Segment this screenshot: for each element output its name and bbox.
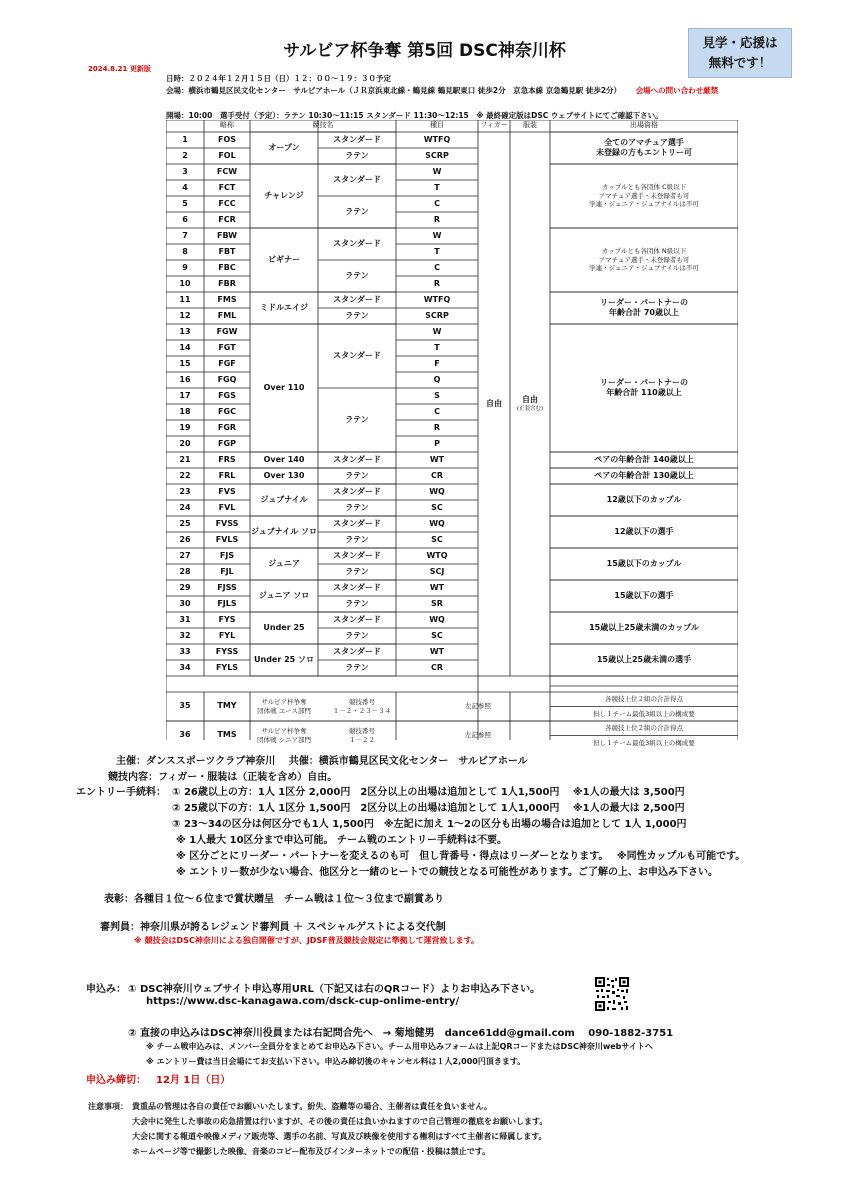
style-9-0: スタンダード — [333, 550, 381, 560]
team-qual-1: 各競技上位２組の合計得点 — [605, 695, 683, 704]
row-dance: F — [434, 358, 440, 368]
team-event-name-line: サルビア杯争奪 — [261, 727, 307, 736]
header-3: フィガー — [480, 121, 508, 130]
row-number: 31 — [179, 614, 191, 624]
row-code: FBC — [218, 262, 236, 272]
row-dance: WTFQ — [423, 294, 451, 304]
event-name-7: ジュブナイル — [260, 494, 308, 504]
event-table — [166, 120, 738, 747]
row-code: FGS — [218, 390, 236, 400]
header-1: 競技名 — [312, 121, 334, 130]
row-dance: W — [432, 166, 442, 176]
row-number: 2 — [182, 150, 188, 160]
row-dance: WTQ — [426, 550, 448, 560]
style-8-0: スタンダード — [333, 518, 381, 528]
row-number: 18 — [179, 406, 191, 416]
row-code: FYSS — [215, 646, 239, 656]
row-number: 24 — [179, 502, 191, 512]
event-name-12: Under 25 ソロ — [254, 654, 314, 664]
style-1-1: ラテン — [345, 206, 369, 216]
event-name-3: ミドルエイジ — [260, 302, 308, 312]
row-code: FVS — [218, 486, 236, 496]
row-dance: SR — [431, 598, 443, 608]
row-code: FGQ — [217, 374, 237, 384]
apply-note-1: ※ チーム戦申込みは、メンバー全員分をまとめてお申込み下さい。チーム用申込みフォームは上記QRコードまたはDSC神奈川webサイトへ — [146, 1042, 653, 1051]
row-number: 5 — [182, 198, 188, 208]
row-dance: CR — [430, 470, 444, 480]
style-12-0: スタンダード — [333, 646, 381, 656]
row-code: FVLS — [215, 534, 239, 544]
qualification-6: ペアの年齢合計 130歳以上 — [594, 470, 694, 480]
apply-step-1: ① DSC神奈川ウェブサイト申込専用URL（下記又は右のQRコード）よりお申込み下さい。 — [128, 984, 541, 995]
document-title: サルビア杯争奪 第5回 DSC神奈川杯 — [283, 41, 566, 61]
event-name-4: Over 110 — [263, 382, 305, 392]
fee-note-1: ※ 1人最大 10区分まで申込可能。 チーム戦のエントリー手続料は不要。 — [176, 835, 508, 846]
judges-note: ※ 競技会はDSC神奈川による独自開催ですが、JDSF普及競技会規定に準拠して運営致します。 — [134, 936, 480, 945]
dress-all-line: (正装含む) — [516, 405, 544, 412]
style-8-1: ラテン — [345, 534, 369, 544]
row-number: 30 — [179, 598, 191, 608]
team-event-numbers — [318, 692, 406, 721]
apply-note-2: ※ エントリー費は当日会場にてお支払い下さい。申込み締切後のキャンセル料は１人2,000円頂きます。 — [146, 1057, 526, 1066]
row-dance: WT — [429, 454, 445, 464]
row-number: 33 — [179, 646, 191, 656]
row-dance: W — [432, 326, 442, 336]
venue-text: 会場：横浜市鶴見区民文化センター サルビアホール（ＪＲ京浜東北線・鶴見線 鶴見駅東口 徒歩2分 京急本線 京急鶴見駅 徒歩2分） — [166, 86, 622, 95]
row-dance: WQ — [429, 614, 445, 624]
row-dance: P — [434, 438, 440, 448]
dress-all-line: 自由 — [522, 395, 538, 405]
event-name-8: ジュブナイル ソロ — [250, 526, 318, 536]
qualification-2 — [550, 229, 738, 291]
qualification-2-line: カップルとも各団体 N級以下 — [601, 247, 687, 256]
row-code: FYLS — [215, 662, 239, 672]
event-date: 日時：２０２４年１２月１５日（日）１２：００～１９：３０予定 — [166, 74, 391, 83]
team-event-numbers — [318, 721, 406, 750]
row-dance: SC — [431, 630, 443, 640]
event-name-10: ジュニア ソロ — [258, 590, 310, 600]
row-number: 14 — [179, 342, 191, 352]
row-code: FMS — [217, 294, 237, 304]
row-code: FGF — [218, 358, 236, 368]
team-event-name-line: サルビア杯争奪 — [261, 698, 307, 707]
style-4-0: スタンダード — [333, 350, 381, 360]
fee-line-1: ① 26歳以上の方：1人 1区分 2,000円 2区分以上の出場は追加として 1人1,500円 ※1人の最大は 3,500円 — [172, 787, 685, 798]
row-number: 26 — [179, 534, 191, 544]
row-code: FML — [217, 310, 237, 320]
team-row-code: TMY — [217, 701, 237, 711]
team-row-code: TMS — [217, 730, 237, 740]
event-schedule: 開場：10:00 選手受付（予定）：ラテン 10:30～11:15 スタンダード 11:30～12:15 ※ 最終確定版はDSC ウェブサイトにてご確認下さい。 — [166, 111, 663, 120]
row-dance: R — [433, 278, 441, 288]
row-code: FCW — [216, 166, 238, 176]
row-code: FOL — [218, 150, 236, 160]
row-code: FGW — [216, 326, 238, 336]
team-event-numbers-line: １－２２ — [349, 735, 375, 744]
qualification-0-line: 全てのアマチュア選手 — [604, 137, 684, 147]
event-name-11: Under 25 — [263, 622, 305, 632]
row-number: 21 — [179, 454, 191, 464]
qualification-4-line: 年齢合計 110歳以上 — [606, 388, 682, 397]
fee-note-3: ※ エントリー数が少ない場合、他区分と一緒のヒートでの競技となる可能性があります。ご了解の上、お申込み下さい。 — [176, 867, 719, 878]
caution-line-4: ホームページ等で撮影した映像、音楽のコピー配布及びインターネットでの配信・投稿は禁止です。 — [132, 1147, 491, 1156]
event-name-6: Over 130 — [263, 470, 305, 480]
row-code: FBW — [217, 230, 237, 240]
style-5-0: スタンダード — [333, 454, 381, 464]
team-event-numbers-line: 競技番号 — [349, 698, 375, 707]
row-code: FYL — [218, 630, 236, 640]
team-qual-2: 但し１チーム最低3組以上の構成要 — [593, 709, 695, 718]
row-code: FRL — [218, 470, 236, 480]
row-number: 15 — [179, 358, 191, 368]
row-dance: SCRP — [425, 310, 449, 320]
team-event-numbers-line: 競技番号 — [349, 727, 375, 736]
row-number: 17 — [179, 390, 191, 400]
row-code: FGR — [217, 422, 237, 432]
qualification-0 — [550, 133, 738, 163]
row-dance: SC — [431, 534, 443, 544]
row-code: FRS — [218, 454, 236, 464]
qr-code-icon[interactable] — [594, 976, 630, 1012]
row-code: FJLS — [217, 598, 237, 608]
deadline-label: 申込み締切： — [86, 1075, 146, 1086]
figure-all: 自由 — [486, 398, 502, 408]
team-event-name — [250, 692, 318, 721]
row-code: FCC — [218, 198, 236, 208]
style-6-0: ラテン — [345, 470, 369, 480]
header-0: 略称 — [220, 121, 234, 130]
row-number: 1 — [182, 134, 188, 144]
fee-line-2: ② 25歳以下の方：1人 1区分 1,500円 2区分以上の出場は追加として 1人1,000円 ※1人の最大は 2,500円 — [172, 803, 685, 814]
awards: 表彰：各種目１位～６位まで賞状贈呈 チーム戦は１位～３位まで副賞あり — [104, 894, 444, 905]
row-number: 8 — [182, 246, 188, 256]
row-dance: SCRP — [425, 150, 449, 160]
apply-step-2: ② 直接の申込みはDSC神奈川役員または右記問合先へ → 菊地健男 dance61dd@gmail.com 090-1882-3751 — [128, 1028, 674, 1039]
row-code: FGC — [218, 406, 236, 416]
style-9-1: ラテン — [345, 566, 369, 576]
row-number: 16 — [179, 374, 191, 384]
style-12-1: ラテン — [345, 662, 369, 672]
row-number: 10 — [179, 278, 191, 288]
team-event-name-line: 団体戦 ユース部門 — [257, 706, 311, 715]
dress-all — [510, 132, 550, 676]
style-1-0: スタンダード — [333, 174, 381, 184]
row-dance: R — [433, 214, 441, 224]
row-number: 9 — [182, 262, 188, 272]
row-dance: C — [434, 262, 440, 272]
row-number: 12 — [179, 310, 191, 320]
team-event-name — [250, 721, 318, 750]
row-code: FOS — [217, 134, 237, 144]
team-qual-2: 但し１チーム最低3組以上の構成要 — [593, 738, 695, 747]
qualification-0-line: 未登録の方もエントリー可 — [596, 148, 692, 157]
event-venue — [166, 85, 718, 96]
header-4: 服装 — [523, 121, 537, 130]
row-code: FGP — [218, 438, 236, 448]
style-4-1: ラテン — [345, 414, 369, 424]
row-dance: R — [433, 422, 441, 432]
row-number: 19 — [179, 422, 191, 432]
row-dance: WQ — [429, 518, 445, 528]
row-dance: T — [434, 342, 440, 352]
row-number: 25 — [179, 518, 191, 528]
caution-line-3: 大会に関する報道や映像メディア販売等、選手の名前、写真及び映像を使用する権利はすべて主催者に帰属します。 — [132, 1132, 547, 1141]
competition-content: 競技内容：フィガー・服装は（正装を含め）自由。 — [108, 772, 338, 783]
event-name-5: Over 140 — [263, 454, 305, 464]
row-number: 27 — [179, 550, 191, 560]
row-number: 3 — [182, 166, 188, 176]
caution-label: 注意事項： — [88, 1102, 128, 1111]
row-code: FYS — [218, 614, 236, 624]
apply-url[interactable]: https://www.dsc-kanagawa.com/dsck-cup-onlime-entry/ — [146, 996, 460, 1007]
row-dance: S — [434, 390, 440, 400]
row-number: 28 — [179, 566, 191, 576]
row-number: 29 — [179, 582, 191, 592]
event-name-2: ビギナー — [268, 254, 300, 264]
style-10-0: スタンダード — [333, 582, 381, 592]
style-10-1: ラテン — [345, 598, 369, 608]
qualification-12: 15歳以上25歳未満の選手 — [596, 654, 692, 664]
qualification-9: 15歳以下のカップル — [606, 558, 682, 568]
row-number: 13 — [179, 326, 191, 336]
event-name-1: チャレンジ — [264, 190, 304, 200]
caution-line-1: 貴重品の管理は各自の責任でお願いいたします。紛失、盗難等の場合、主催者は責任を負いません。 — [132, 1102, 492, 1111]
row-code: FJS — [219, 550, 235, 560]
team-qual-1: 各競技上位２組の合計得点 — [605, 724, 683, 733]
row-number: 7 — [182, 230, 188, 240]
row-dance: C — [434, 198, 440, 208]
row-dance: WT — [429, 646, 445, 656]
style-7-0: スタンダード — [333, 486, 381, 496]
row-number: 6 — [182, 214, 188, 224]
qualification-3-line: 年齢合計 70歳以上 — [609, 308, 679, 317]
qualification-10: 15歳以下の選手 — [614, 590, 674, 600]
organizer: 主催：ダンススポーツクラブ神奈川 共催：横浜市鶴見区民文化センター サルビアホール — [116, 756, 528, 767]
qualification-3-line: リーダー・パートナーの — [600, 297, 688, 307]
row-number: 20 — [179, 438, 191, 448]
row-number: 23 — [179, 486, 191, 496]
row-dance: SCJ — [429, 566, 445, 576]
row-dance: WQ — [429, 486, 445, 496]
qualification-1 — [550, 165, 738, 227]
row-code: FCT — [218, 182, 236, 192]
style-2-0: スタンダード — [333, 238, 381, 248]
fee-label: エントリー手続料： — [76, 787, 166, 798]
update-date: 2024.8.21 更新版 — [88, 65, 151, 73]
style-2-1: ラテン — [345, 270, 369, 280]
event-name-9: ジュニア — [268, 558, 300, 568]
style-0-0: スタンダード — [333, 134, 381, 144]
row-dance: WTFQ — [423, 134, 451, 144]
row-dance: CR — [430, 662, 444, 672]
style-3-1: ラテン — [345, 310, 369, 320]
row-code: FCR — [218, 214, 236, 224]
qualification-3 — [550, 293, 738, 323]
row-dance: WT — [429, 582, 445, 592]
qualification-2-line: 学連・ジュニア・ジュブナイルは不可 — [589, 264, 699, 273]
qualification-5: ペアの年齢合計 140歳以上 — [594, 454, 694, 464]
fee-line-3: ③ 23～34の区分は何区分でも1人 1,500円 ※左記に加え 1～2の区分も出場の場合は追加として 1人 1,000円 — [172, 819, 687, 830]
team-event-numbers-line: １－２・２３－３４ — [332, 706, 392, 715]
style-11-1: ラテン — [345, 630, 369, 640]
row-number: 4 — [182, 182, 188, 192]
header-5: 出場資格 — [630, 121, 658, 130]
team-row-number: 36 — [179, 730, 191, 740]
style-11-0: スタンダード — [333, 614, 381, 624]
event-name-0: オープン — [268, 142, 300, 152]
style-3-0: スタンダード — [333, 294, 381, 304]
qualification-1-line: アマチュア選手・未登録者も可 — [598, 191, 690, 200]
qualification-8: 12歳以下の選手 — [614, 526, 674, 536]
qualification-2-line: アマチュア選手・未登録者も可 — [598, 255, 690, 264]
deadline-date: 12月 1日（日） — [156, 1075, 231, 1086]
team-figure: 左記参照 — [465, 731, 491, 740]
team-event-name-line: 団体戦 シニア部門 — [256, 735, 312, 744]
row-number: 34 — [179, 662, 191, 672]
free-admission-badge — [688, 28, 792, 78]
qualification-4 — [550, 325, 738, 451]
style-7-1: ラテン — [345, 502, 369, 512]
row-number: 32 — [179, 630, 191, 640]
row-dance: C — [434, 406, 440, 416]
row-dance: Q — [433, 374, 441, 384]
caution-line-2: 大会中に発生した事故の応急措置は行いますが、その後の責任は負いかねますので自己管理の徹底をお願いします。 — [132, 1117, 548, 1126]
qualification-1-line: 学連・ジュニア・ジュブナイルは不可 — [589, 200, 699, 209]
row-code: FJSS — [217, 582, 237, 592]
row-code: FBT — [218, 246, 236, 256]
row-code: FVSS — [215, 518, 239, 528]
row-code: FGT — [218, 342, 236, 352]
fee-note-2: ※ 区分ごとにリーダー・パートナーを変えるのも可 但し背番号・得点はリーダーとなります。 ※同性カップルも可能です。 — [176, 851, 746, 862]
badge-line-1: 見学・応援は — [702, 35, 778, 50]
row-code: FBR — [218, 278, 236, 288]
qualification-11: 15歳以上25歳未満のカップル — [589, 622, 699, 632]
row-dance: W — [432, 230, 442, 240]
venue-note: 会場への問い合わせ厳禁 — [635, 86, 719, 95]
row-code: FVL — [218, 502, 236, 512]
row-code: FJL — [220, 566, 234, 576]
row-dance: SC — [431, 502, 443, 512]
row-number: 22 — [179, 470, 191, 480]
team-row-number: 35 — [179, 701, 191, 711]
apply-label: 申込み： — [86, 984, 126, 995]
style-0-1: ラテン — [345, 150, 369, 160]
header-2: 種目 — [430, 121, 444, 130]
row-number: 11 — [179, 294, 191, 304]
team-figure: 左記参照 — [465, 702, 491, 711]
qualification-4-line: リーダー・パートナーの — [600, 377, 688, 387]
badge-line-2: 無料です！ — [708, 55, 772, 70]
row-dance: T — [434, 182, 440, 192]
qualification-1-line: カップルとも各団体 C級以下 — [601, 183, 687, 192]
qualification-7: 12歳以下のカップル — [606, 494, 682, 504]
judges: 審判員：神奈川県が誇るレジェンド審判員 ＋ スペシャルゲストによる交代制 — [100, 922, 446, 933]
row-dance: T — [434, 246, 440, 256]
